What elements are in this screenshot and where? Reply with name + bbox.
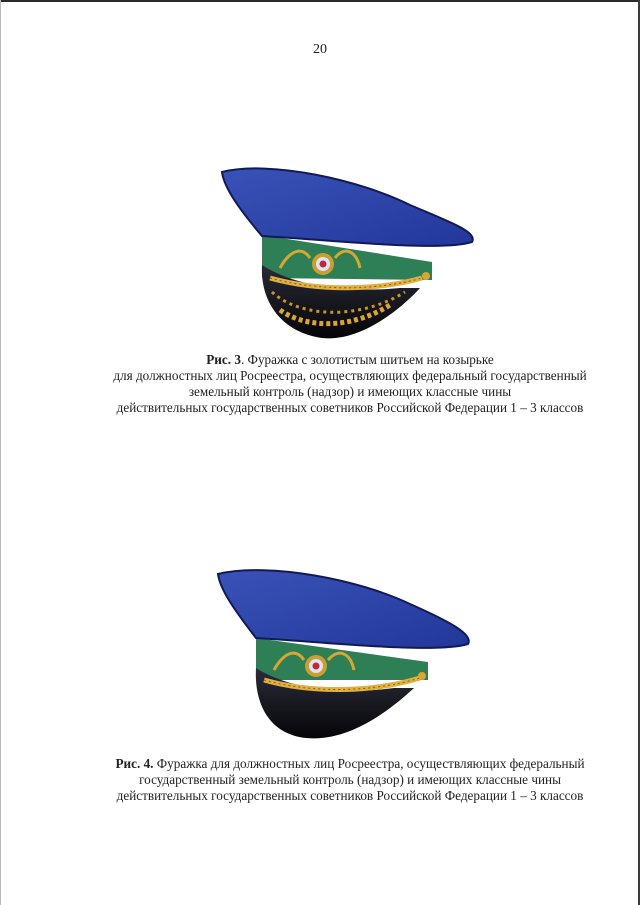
cap-crown: [218, 570, 469, 648]
cap-button: [422, 272, 430, 280]
cap-crown: [222, 168, 473, 245]
page-number: 20: [313, 42, 327, 57]
caption-line: Рис. 3. Фуражка с золотистым шитьем на козырьке: [206, 352, 494, 367]
figure-4-cap-plain: [210, 562, 480, 742]
figure-3-label: Рис. 3: [206, 352, 241, 367]
caption-line: для должностных лиц Росреестра, осуществляющих федеральный государственный: [113, 368, 587, 383]
figure-3-caption: [60, 352, 640, 416]
figure-3-cap-embroidered: [210, 160, 490, 340]
page-border-top: [0, 0, 640, 2]
caption-line: Рис. 4. Фуражка для должностных лиц Росреестра, осуществляющих федеральный: [115, 756, 585, 771]
caption-line: земельный контроль (надзор) и имеющих классные чины: [188, 384, 512, 399]
caption-line: действительных государственных советников Российской Федерации 1 – 3 классов: [116, 788, 584, 803]
figure-4-caption: [60, 756, 640, 804]
cap-embroidered-illustration: [210, 160, 490, 340]
caption-line: государственный земельный контроль (надзор) и имеющих классные чины: [139, 772, 561, 787]
figure-4-label: Рис. 4.: [115, 756, 154, 771]
page-border-left: [0, 0, 1, 905]
cap-button: [418, 672, 426, 680]
caption-line: действительных государственных советников Российской Федерации 1 – 3 классов: [116, 400, 584, 415]
cap-plain-illustration: [210, 562, 480, 742]
